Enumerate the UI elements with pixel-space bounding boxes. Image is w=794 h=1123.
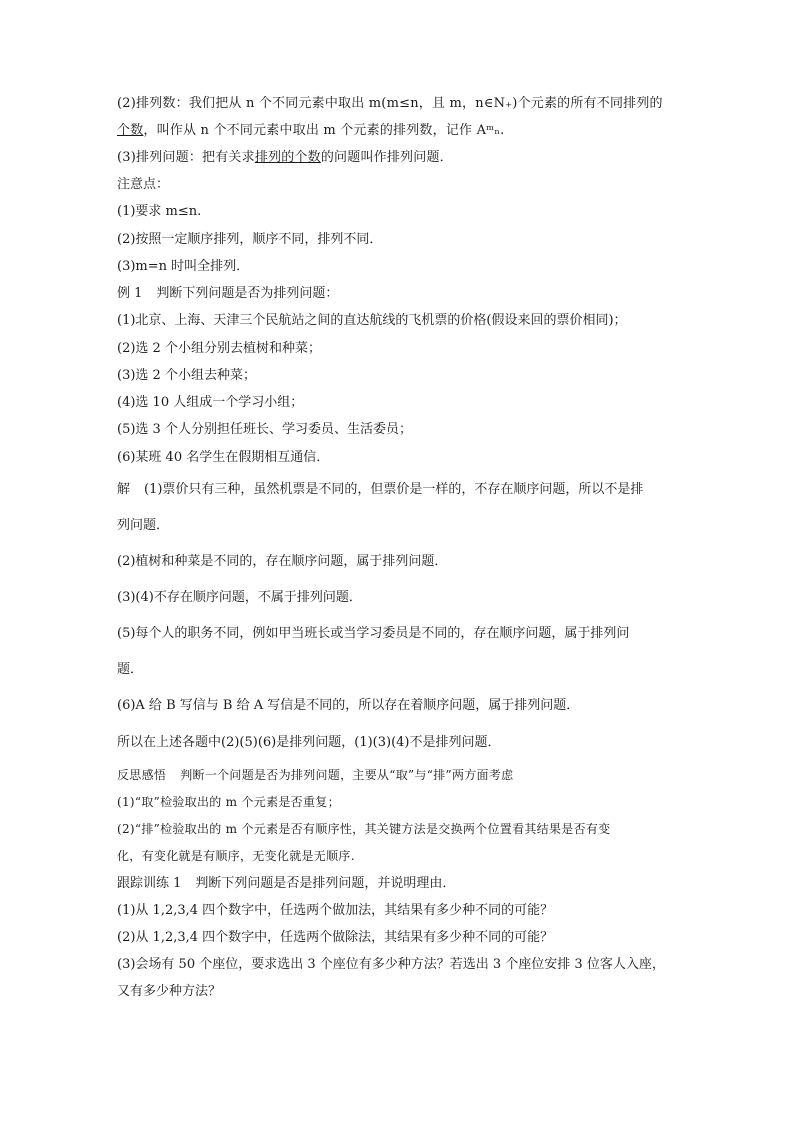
training-label: 跟踪训练 1 (117, 876, 182, 891)
solution-line-2: (2)植树和种菜是不同的，存在顺序问题，属于排列问题． (117, 554, 448, 569)
reflection-item-1: (1)“取”检验取出的 m 个元素是否重复； (117, 795, 340, 809)
underlined-term-permutation-count: 排列的个数 (254, 150, 321, 165)
reflection-label: 反思感悟 (117, 768, 167, 782)
training-item-3b: 又有多少种方法？ (117, 984, 222, 999)
solution-label: 解 (117, 482, 131, 497)
training-item-3a: (3)会场有 50 个座位，要求选出 3 个座位有多少种方法？若选出 3 个座位安排 3 位客人入座， (117, 957, 665, 972)
example-item-3: (3)选 2 个小组去种菜； (117, 368, 256, 383)
solution-line-6: (6)A 给 B 写信与 B 给 A 写信是不同的，所以存在着顺序问题，属于排列问题． (117, 698, 580, 713)
reflection-item-2a: (2)“排”检验取出的 m 个元素是否有顺序性，其关键方法是交换两个位置看其结果是否有变 (117, 822, 611, 836)
solution-line-1 (117, 481, 697, 499)
note-item-3: (3)m=n 时叫全排列． (117, 259, 250, 274)
example-question: 判断下列问题是否为排列问题： (156, 286, 339, 301)
solution-line-5b: 题． (117, 662, 144, 677)
note-item-2: (2)按照一定顺序排列，顺序不同，排列不同． (117, 232, 383, 247)
solution-s1a: (1)票价只有三种，虽然机票是不同的，但票价是一样的，不存在顺序问题，所以不是排 (144, 482, 644, 497)
reflection-text: 判断一个问题是否为排列问题，主要从“取”与“排”两方面考虑 (180, 768, 514, 782)
note-item-1: (1)要求 m≤n. (117, 204, 202, 219)
example-item-2: (2)选 2 个小组分别去植树和种菜； (117, 341, 321, 356)
training-question: 判断下列问题是否是排列问题，并说明理由． (195, 876, 456, 891)
example-item-5: (5)选 3 个人分别担任班长、学习委员、生活委员； (117, 422, 412, 437)
definition-permutation-number-line1: (2)排列数：我们把从 n 个不同元素中取出 m(m≤n，且 m，n∈N₊)个元素的所有不同排列的 (117, 96, 663, 111)
example-heading (117, 285, 697, 303)
notes-title: 注意点： (117, 177, 170, 192)
reflection-item-2b: 化，有变化就是有顺序，无变化就是无顺序. (117, 849, 355, 863)
example-item-6: (6)某班 40 名学生在假期相互通信． (117, 450, 330, 465)
training-heading (117, 875, 697, 893)
underlined-term-count: 个数 (117, 123, 144, 138)
definition-problem-prefix: (3)排列问题：把有关求 (117, 150, 255, 165)
definition-permutation-number-line2 (117, 122, 697, 140)
example-label: 例 1 (117, 286, 143, 301)
example-item-1: (1)北京、上海、天津三个民航站之间的直达航线的飞机票的价格(假设来回的票价相同)； (117, 313, 627, 328)
reflection-heading (117, 766, 697, 784)
definition-problem-suffix: 的问题叫作排列问题． (320, 150, 453, 165)
solution-line-1b: 列问题． (117, 518, 170, 533)
solution-summary: 所以在上述各题中(2)(5)(6)是排列问题，(1)(3)(4)不是排列问题． (117, 735, 501, 750)
training-item-1: (1)从 1,2,3,4 四个数字中，任选两个做加法，其结果有多少种不同的可能？ (117, 903, 554, 918)
solution-line-5a: (5)每个人的职务不同，例如甲当班长或当学习委员是不同的，存在顺序问题，属于排列问 (117, 626, 630, 641)
training-item-2: (2)从 1,2,3,4 四个数字中，任选两个做除法，其结果有多少种不同的可能？ (117, 930, 554, 945)
example-item-4: (4)选 10 人组成一个学习小组； (117, 395, 304, 410)
definition-permutation-number-rest: ，叫作从 n 个不同元素中取出 m 个元素的排列数，记作 Aᵐₙ. (143, 123, 505, 138)
definition-permutation-problem (117, 149, 697, 167)
solution-line-3: (3)(4)不存在顺序问题，不属于排列问题． (117, 590, 362, 605)
